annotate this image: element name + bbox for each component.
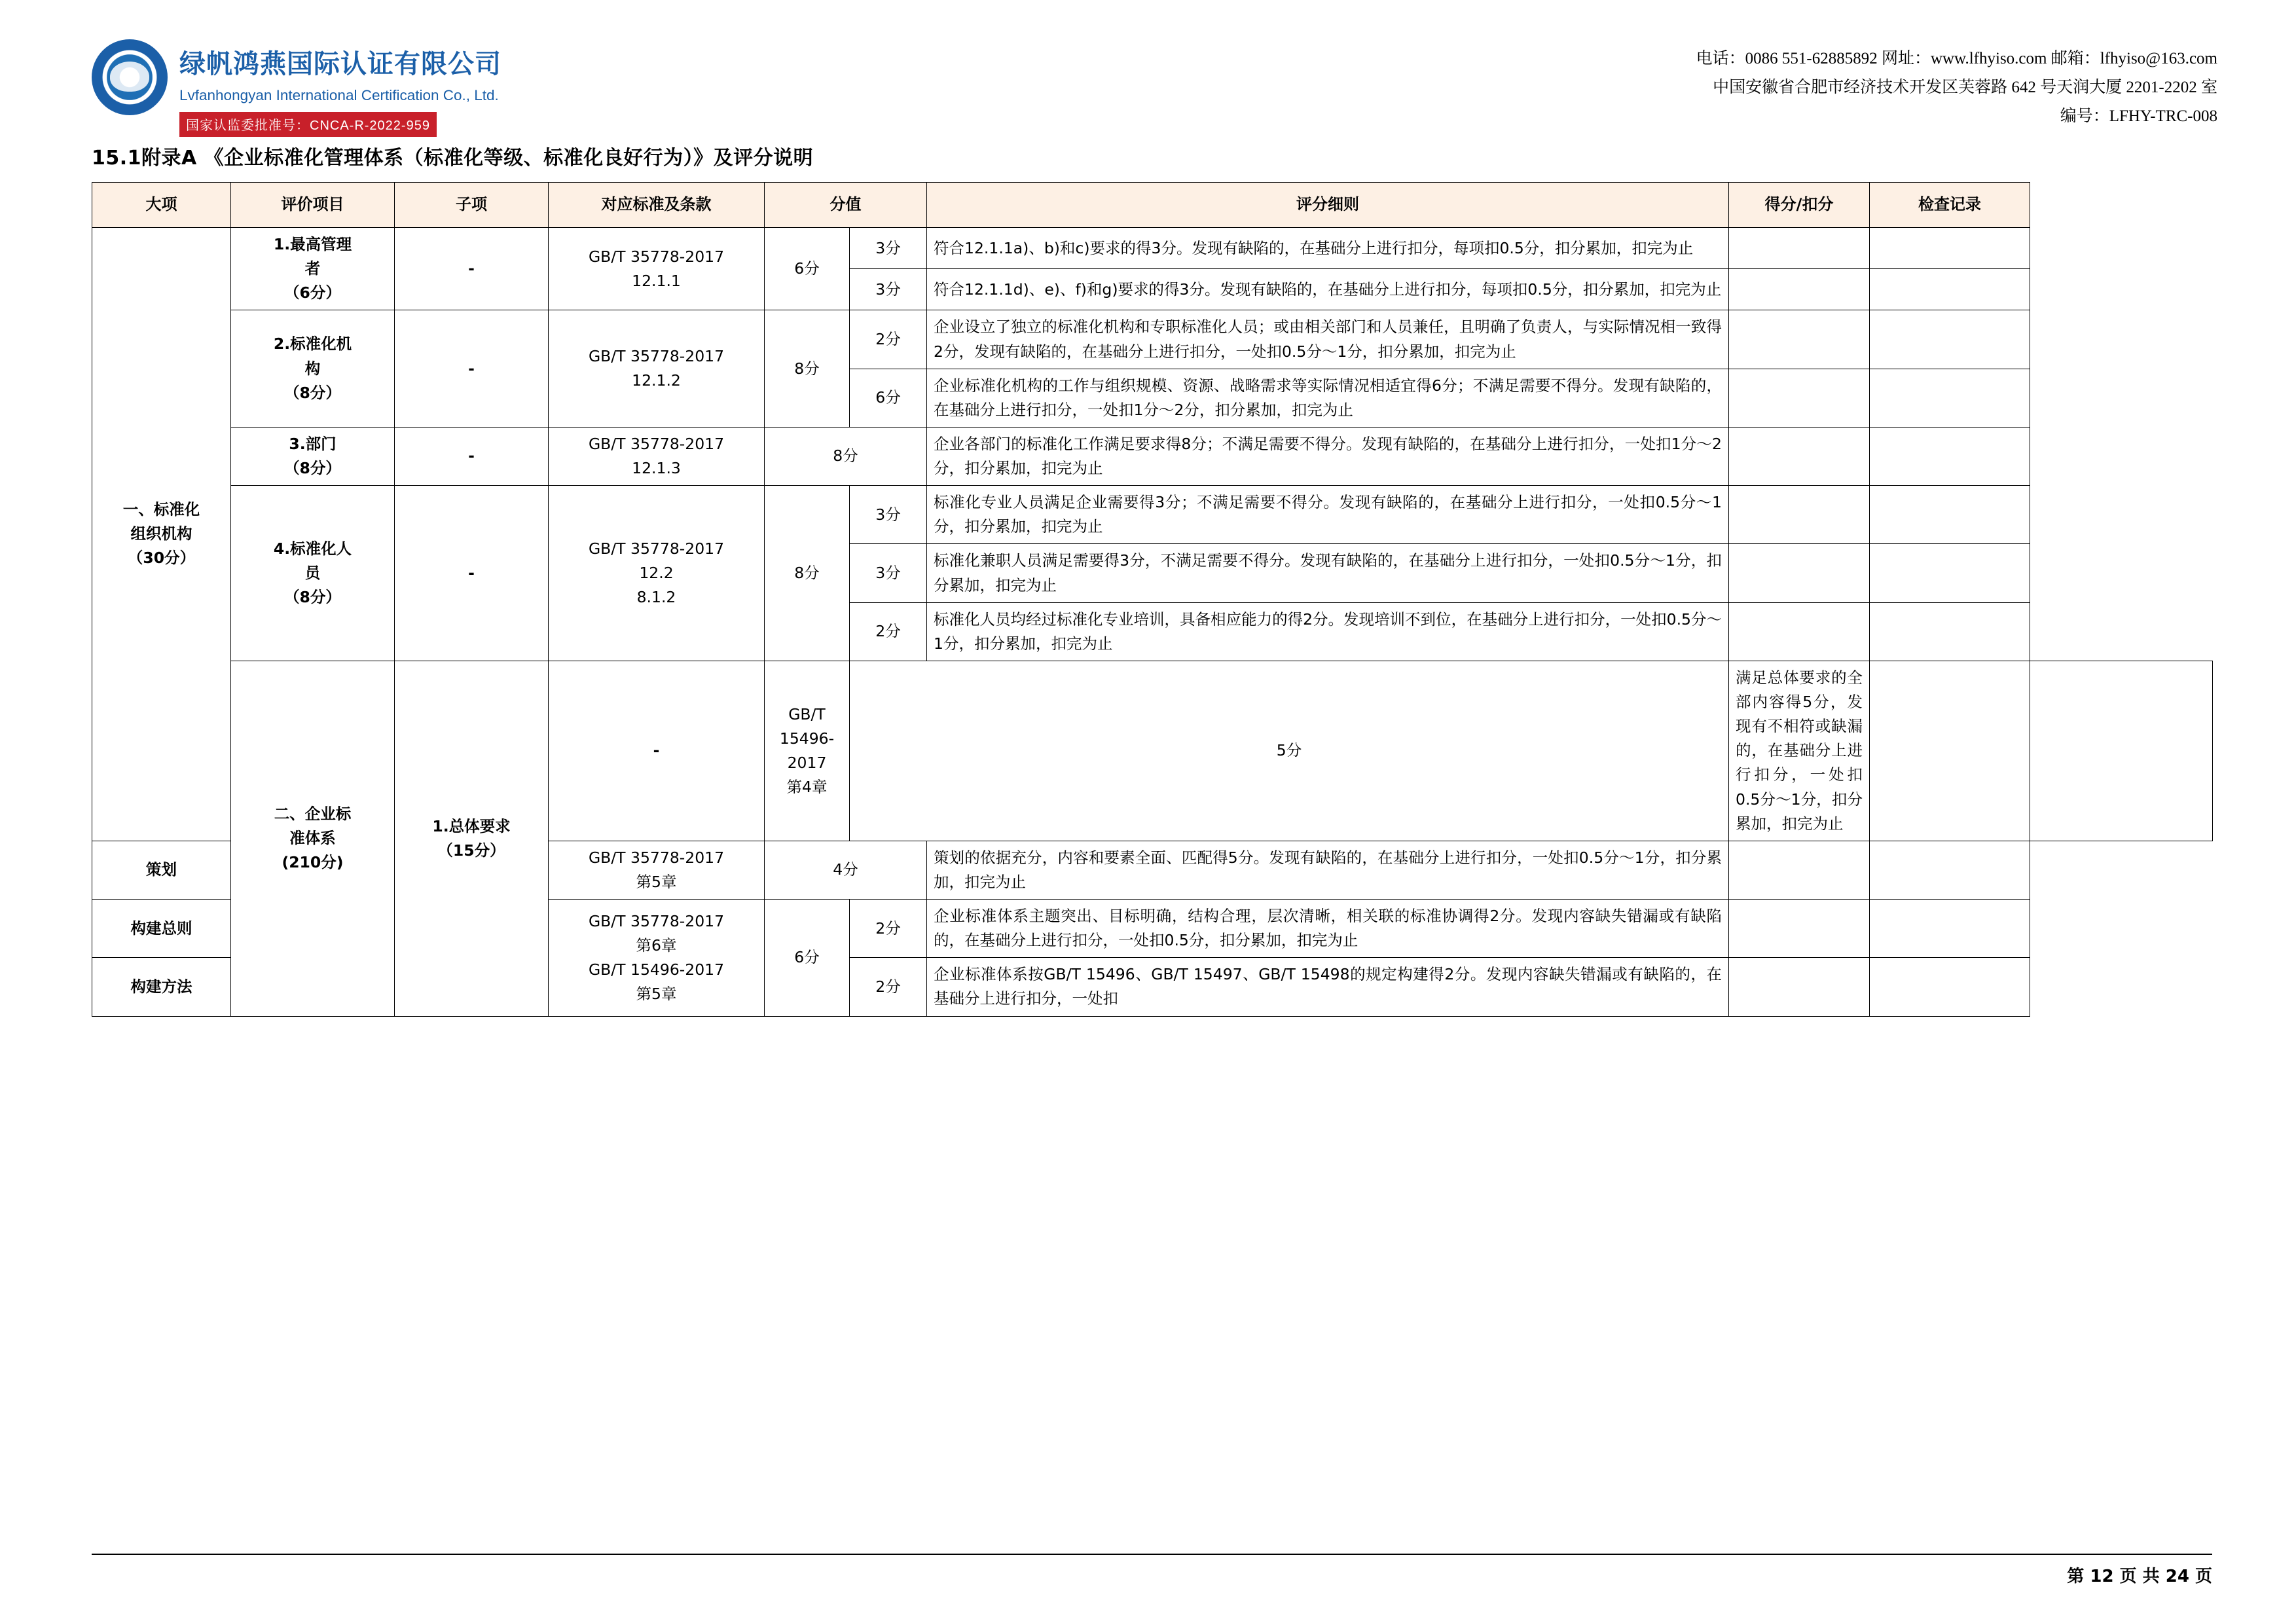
- subitem-2-1-4: 构建方法: [92, 958, 231, 1016]
- col-score: 分值: [765, 183, 927, 228]
- points-cell[interactable]: [1729, 602, 1870, 661]
- record-cell[interactable]: [1870, 958, 2030, 1016]
- page-header: [0, 0, 2296, 137]
- standard-1-2: GB/T 35778-2017 12.1.2: [549, 310, 765, 428]
- col-record: 检查记录: [1870, 183, 2030, 228]
- company-logo-block: [92, 39, 501, 137]
- footer-divider: [92, 1554, 2212, 1555]
- detail-1-2-2: 企业标准化机构的工作与组织规模、资源、战略需求等实际情况相适宜得6分；不满足需要不得分。发现有缺陷的，在基础分上进行扣分，一处扣1分～2分，扣分累加，扣完为止: [927, 369, 1729, 427]
- score-2-1-1: 5分: [850, 661, 1729, 841]
- table-row: [92, 661, 2213, 841]
- subscore-1-1-2: 3分: [850, 269, 927, 310]
- detail-1-1-2: 符合12.1.1d)、e)、f)和g)要求的得3分。发现有缺陷的，在基础分上进行扣分，每项扣0.5分，扣分累加，扣完为止: [927, 269, 1729, 310]
- detail-1-3-1: 企业各部门的标准化工作满足要求得8分；不满足需要不得分。发现有缺陷的，在基础分上进行扣分，一处扣1分～2分，扣分累加，扣完为止: [927, 427, 1729, 485]
- item-1-1: 1.最高管理 者 （6分）: [231, 228, 395, 310]
- points-cell[interactable]: [1729, 486, 1870, 544]
- contact-line-2: 中国安徽省合肥市经济技术开发区芙蓉路 642 号天润大厦 2201-2202 室: [1713, 78, 2217, 96]
- table-row: [92, 228, 2213, 269]
- standard-1-3: GB/T 35778-2017 12.1.3: [549, 427, 765, 485]
- standard-1-4: GB/T 35778-2017 12.2 8.1.2: [549, 486, 765, 661]
- points-cell[interactable]: [1729, 900, 1870, 958]
- points-cell[interactable]: [1729, 269, 1870, 310]
- footer-mid: 页 共: [2119, 1567, 2160, 1586]
- score-1-1: 6分: [765, 228, 850, 310]
- page-number: [92, 1563, 2212, 1587]
- points-cell[interactable]: [1729, 427, 1870, 485]
- subscore-1-4-3: 2分: [850, 602, 927, 661]
- subitem-1-3: -: [395, 427, 549, 485]
- table-row: [92, 310, 2213, 369]
- item-2-1: 1.总体要求 （15分）: [395, 661, 549, 1016]
- detail-2-1-2: 策划的依据充分，内容和要素全面、匹配得5分。发现有缺陷的，在基础分上进行扣分，一处扣0.5分～1分，扣分累加，扣完为止: [927, 841, 1729, 899]
- subitem-1-2: -: [395, 310, 549, 428]
- item-1-2: 2.标准化机 构 （8分）: [231, 310, 395, 428]
- standard-2-1-3: GB/T 35778-2017 第6章 GB/T 15496-2017 第5章: [549, 900, 765, 1017]
- points-cell[interactable]: [1729, 841, 1870, 899]
- detail-2-1-1: 满足总体要求的全部内容得5分，发现有不相符或缺漏的，在基础分上进行扣分，一处扣0.5分～1分，扣分累加，扣完为止: [1729, 661, 1870, 841]
- detail-1-4-1: 标准化专业人员满足企业需要得3分；不满足需要不得分。发现有缺陷的，在基础分上进行扣分，一处扣0.5分～1分，扣分累加，扣完为止: [927, 486, 1729, 544]
- detail-1-4-3: 标准化人员均经过标准化专业培训，具备相应能力的得2分。发现培训不到位，在基础分上进行扣分，一处扣0.5分～1分，扣分累加，扣完为止: [927, 602, 1729, 661]
- footer-total-pages: 24: [2165, 1567, 2189, 1586]
- subscore-1-2-1: 2分: [850, 310, 927, 369]
- score-1-3: 8分: [765, 427, 927, 485]
- record-cell[interactable]: [1870, 269, 2030, 310]
- record-cell[interactable]: [1870, 900, 2030, 958]
- header-contact-block: [1696, 39, 2217, 130]
- subscore-2-1-4: 2分: [850, 958, 927, 1016]
- subscore-1-2-2: 6分: [850, 369, 927, 427]
- contact-line-1: 电话：0086 551-62885892 网址：www.lfhyiso.com 邮箱：lfhyiso@163.com: [1696, 50, 2217, 67]
- points-cell[interactable]: [1870, 661, 2030, 841]
- record-cell[interactable]: [2030, 661, 2213, 841]
- company-name-cn: 绿帆鸿燕国际认证有限公司: [179, 49, 501, 79]
- points-cell[interactable]: [1729, 544, 1870, 602]
- detail-1-1-1: 符合12.1.1a)、b)和c)要求的得3分。发现有缺陷的，在基础分上进行扣分，每项扣0.5分，扣分累加，扣完为止: [927, 228, 1729, 269]
- company-seal-icon: [92, 39, 168, 115]
- scoring-table: [92, 182, 2213, 1017]
- page-title: 15.1附录A 《企业标准化管理体系（标准化等级、标准化良好行为）》及评分说明: [92, 147, 814, 170]
- footer-prefix: 第: [2067, 1567, 2085, 1586]
- points-cell[interactable]: [1729, 310, 1870, 369]
- item-1-4: 4.标准化人 员 （8分）: [231, 486, 395, 661]
- standard-2-1-2: GB/T 35778-2017 第5章: [549, 841, 765, 899]
- subitem-2-1-1: -: [549, 661, 765, 841]
- col-points: 得分/扣分: [1729, 183, 1870, 228]
- company-name-block: [179, 39, 501, 137]
- subscore-1-1-1: 3分: [850, 228, 927, 269]
- record-cell[interactable]: [1870, 427, 2030, 485]
- points-cell[interactable]: [1729, 369, 1870, 427]
- table-header-row: [92, 183, 2213, 228]
- score-2-1-2: 4分: [765, 841, 927, 899]
- score-2-1-3: 6分: [765, 900, 850, 1017]
- col-subitem: 子项: [395, 183, 549, 228]
- scoring-table-wrapper: [92, 182, 2212, 1017]
- footer-suffix: 页: [2195, 1567, 2212, 1586]
- record-cell[interactable]: [1870, 602, 2030, 661]
- record-cell[interactable]: [1870, 486, 2030, 544]
- record-cell[interactable]: [1870, 841, 2030, 899]
- record-cell[interactable]: [1870, 369, 2030, 427]
- table-row: [92, 486, 2213, 544]
- col-item: 评价项目: [231, 183, 395, 228]
- col-major: 大项: [92, 183, 231, 228]
- table-row: [92, 427, 2213, 485]
- detail-1-4-2: 标准化兼职人员满足需要得3分，不满足需要不得分。发现有缺陷的，在基础分上进行扣分，一处扣0.5分～1分，扣分累加，扣完为止: [927, 544, 1729, 602]
- record-cell[interactable]: [1870, 310, 2030, 369]
- detail-2-1-3: 企业标准体系主题突出、目标明确，结构合理，层次清晰，相关联的标准协调得2分。发现内容缺失错漏或有缺陷的，在基础分上进行扣分，一处扣0.5分，扣分累加，扣完为止: [927, 900, 1729, 958]
- score-1-2: 8分: [765, 310, 850, 428]
- major-category-2: 二、企业标 准体系 (210分): [231, 661, 395, 1016]
- item-1-3: 3.部门 （8分）: [231, 427, 395, 485]
- accreditation-badge: 国家认监委批准号：CNCA-R-2022-959: [179, 112, 437, 137]
- document-number: 编号：LFHY-TRC-008: [2060, 107, 2217, 125]
- points-cell[interactable]: [1729, 958, 1870, 1016]
- col-detail: 评分细则: [927, 183, 1729, 228]
- subscore-2-1-3: 2分: [850, 900, 927, 958]
- score-1-4: 8分: [765, 486, 850, 661]
- subitem-1-1: -: [395, 228, 549, 310]
- detail-1-2-1: 企业设立了独立的标准化机构和专职标准化人员；或由相关部门和人员兼任，且明确了负责人，与实际情况相一致得2分，发现有缺陷的，在基础分上进行扣分，一处扣0.5分～1分，扣分累加，扣完为止: [927, 310, 1729, 369]
- subitem-2-1-3: 构建总则: [92, 900, 231, 958]
- subscore-1-4-2: 3分: [850, 544, 927, 602]
- record-cell[interactable]: [1870, 228, 2030, 269]
- col-standard: 对应标准及条款: [549, 183, 765, 228]
- major-category-1: 一、标准化 组织机构 （30分）: [92, 228, 231, 841]
- detail-2-1-4: 企业标准体系按GB/T 15496、GB/T 15497、GB/T 15498的规定构建得2分。发现内容缺失错漏或有缺陷的，在基础分上进行扣分，一处扣: [927, 958, 1729, 1016]
- standard-1-1: GB/T 35778-2017 12.1.1: [549, 228, 765, 310]
- page-footer: [92, 1554, 2212, 1587]
- record-cell[interactable]: [1870, 544, 2030, 602]
- subitem-2-1-2: 策划: [92, 841, 231, 899]
- subitem-1-4: -: [395, 486, 549, 661]
- standard-2-1-1: GB/T 15496-2017 第4章: [765, 661, 850, 841]
- points-cell[interactable]: [1729, 228, 1870, 269]
- company-name-en: Lvfanhongyan International Certification Co., Ltd.: [179, 87, 499, 103]
- footer-current-page: 12: [2090, 1567, 2114, 1586]
- subscore-1-4-1: 3分: [850, 486, 927, 544]
